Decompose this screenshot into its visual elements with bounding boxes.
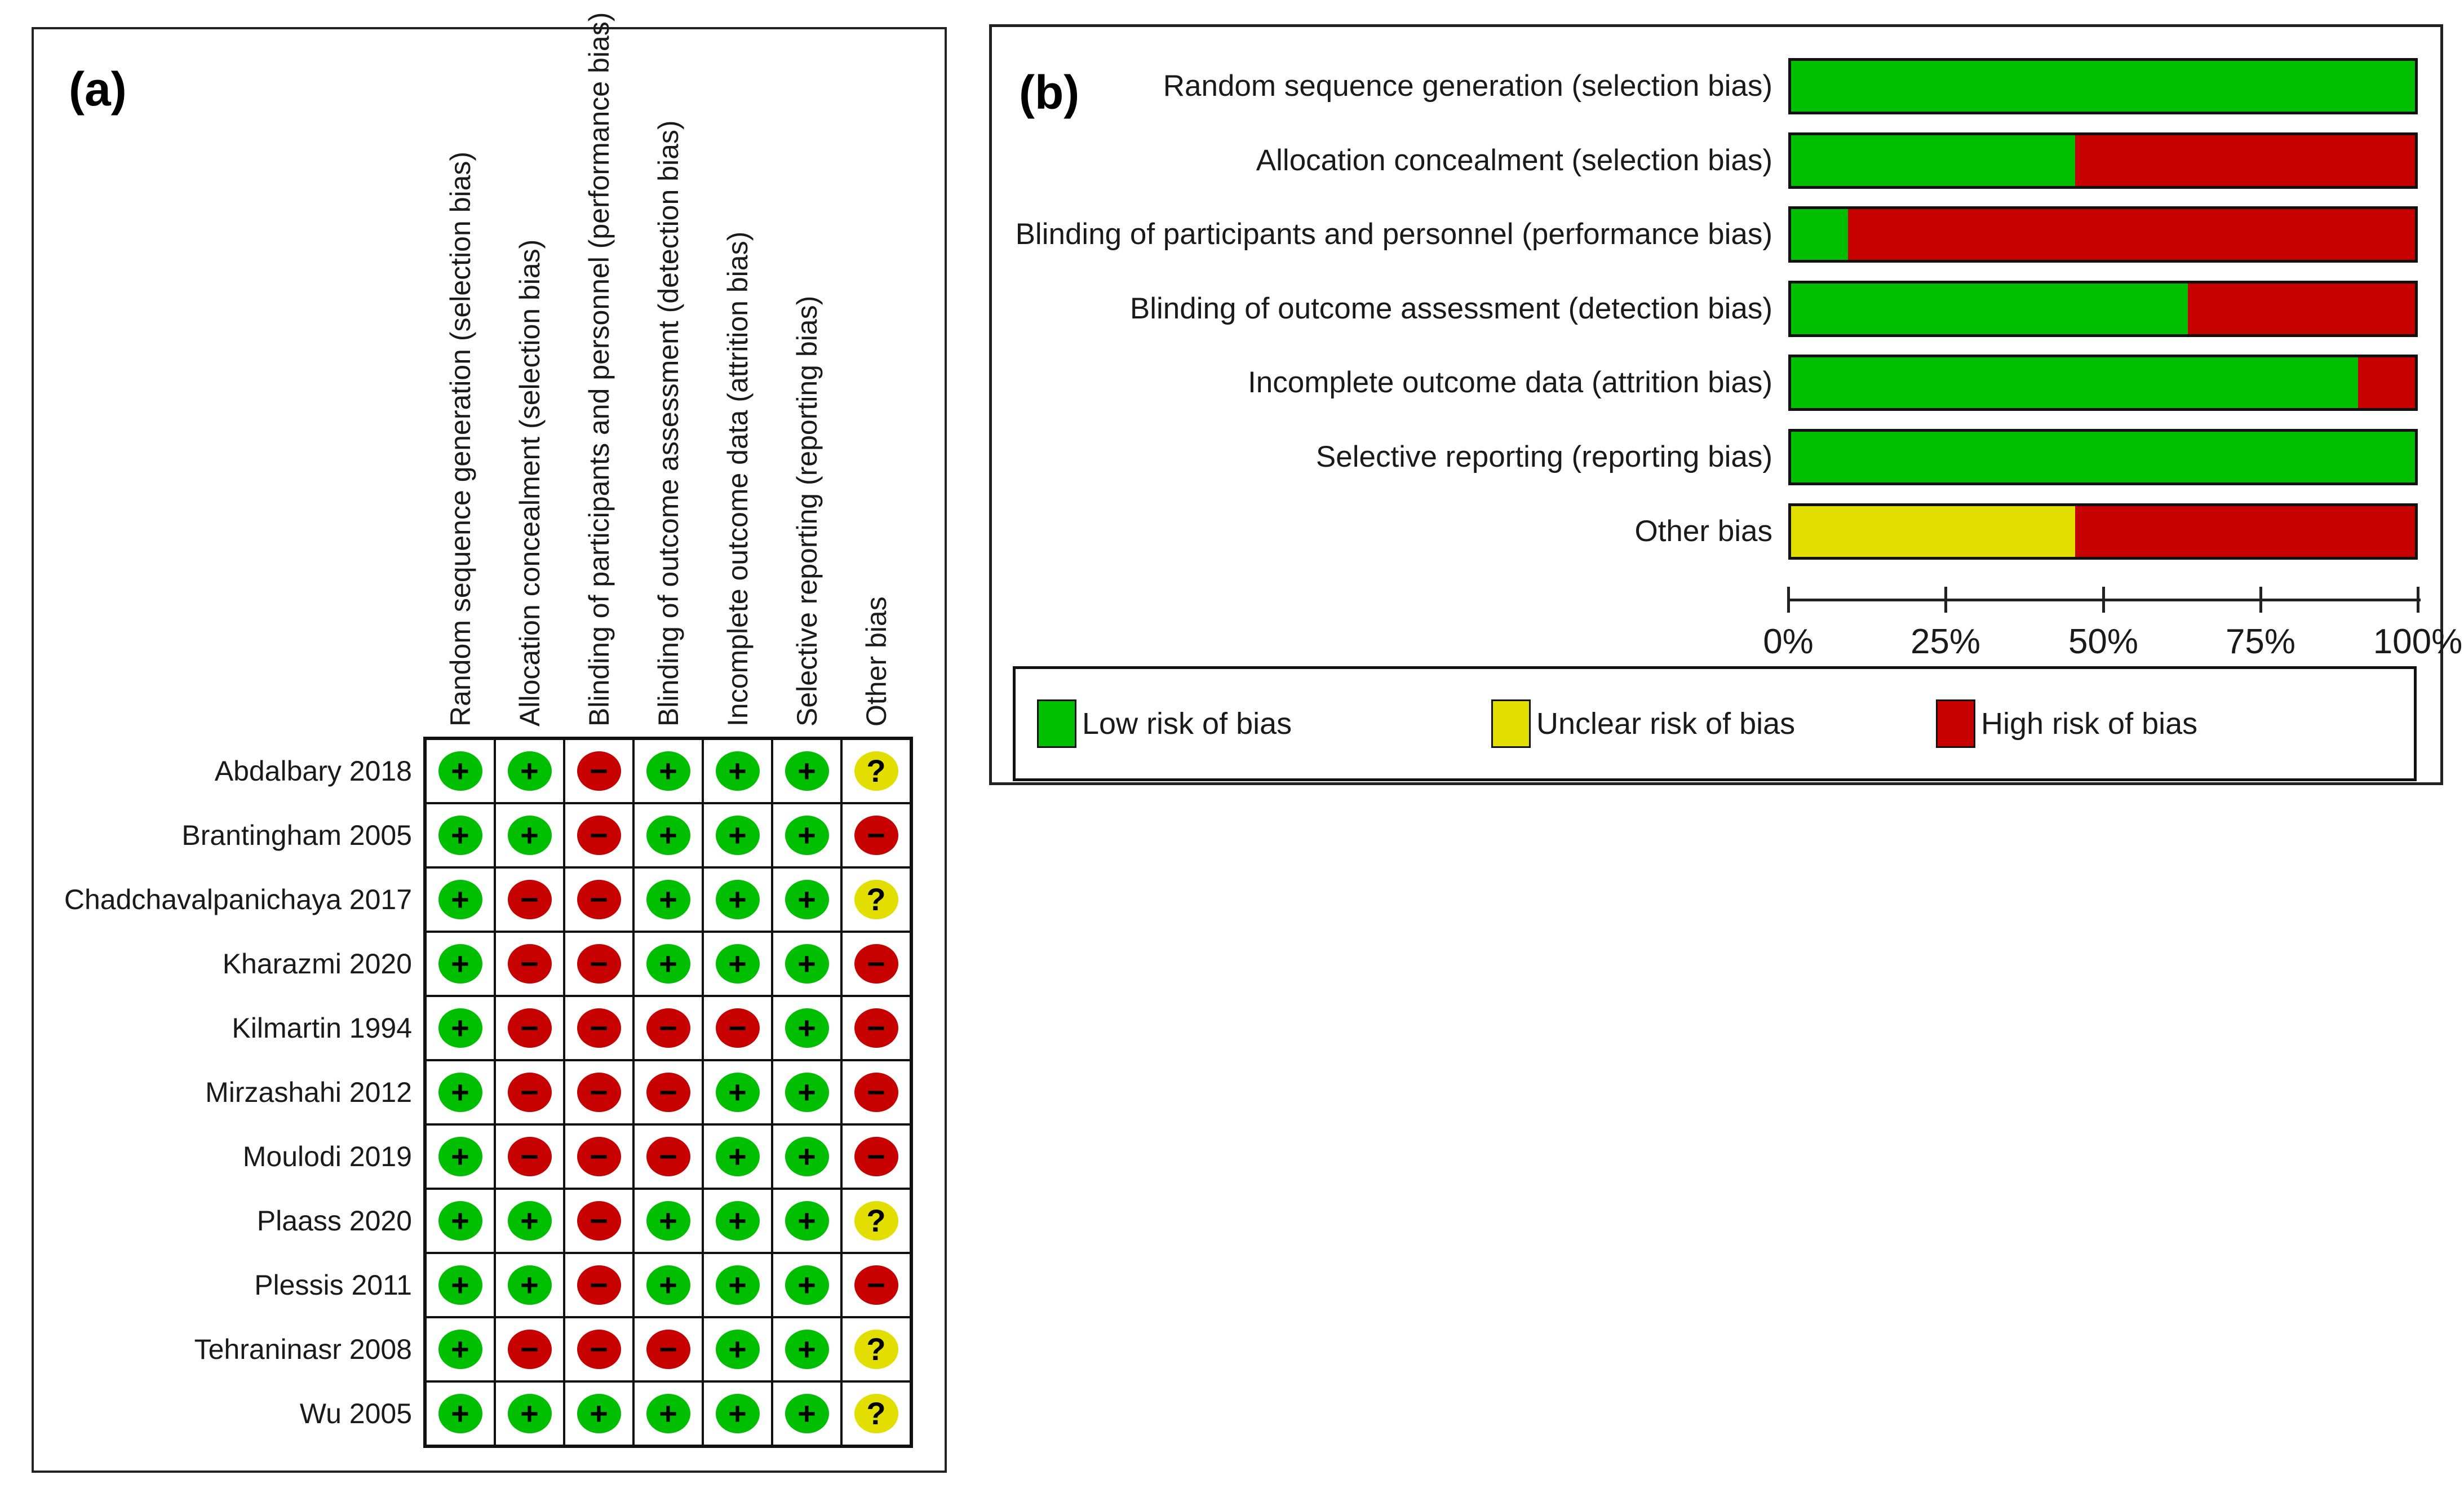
- rating-circle-low: +: [438, 1073, 482, 1112]
- legend-label: High risk of bias: [1981, 707, 2198, 741]
- axis-tick: [1944, 587, 1947, 613]
- bar-category-label: Other bias: [1634, 514, 1772, 548]
- stacked-bar: [1788, 281, 2418, 337]
- bar-segment-low: [1791, 135, 2075, 186]
- study-label: Kharazmi 2020: [222, 948, 412, 980]
- rating-circle-high: −: [577, 1073, 621, 1112]
- rating-cell: [495, 996, 564, 1060]
- rating-cell: [772, 803, 841, 867]
- domain-header: Incomplete outcome data (attrition bias): [721, 231, 754, 727]
- rating-cell: [772, 867, 841, 932]
- rating-cell: [564, 932, 633, 996]
- rating-circle-low: +: [785, 1201, 829, 1241]
- axis-tick-label: 25%: [1910, 622, 1981, 661]
- rating-circle-low: +: [716, 1394, 760, 1433]
- rating-circle-high: −: [854, 1008, 898, 1048]
- stacked-bar: [1788, 429, 2418, 485]
- rating-cell: [495, 1124, 564, 1189]
- bar-segment-high: [2188, 284, 2415, 334]
- domain-header: Allocation concealment (selection bias): [513, 239, 546, 727]
- rating-circle-low: +: [785, 1008, 829, 1048]
- rating-cell: [495, 1253, 564, 1317]
- rating-cell: [495, 739, 564, 803]
- rating-circle-high: −: [577, 1201, 621, 1241]
- rating-cell: [633, 1317, 703, 1381]
- study-label: Kilmartin 1994: [232, 1012, 412, 1044]
- rating-cell: [841, 932, 911, 996]
- rating-circle-low: +: [508, 1394, 552, 1433]
- axis-tick-label: 100%: [2373, 622, 2463, 661]
- rating-circle-high: −: [577, 751, 621, 791]
- rating-cell: [841, 1317, 911, 1381]
- legend-swatch-low: [1037, 699, 1076, 748]
- rating-circle-high: −: [508, 1330, 552, 1369]
- rating-cell: [772, 1189, 841, 1253]
- bar-category-label: Incomplete outcome data (attrition bias): [1248, 366, 1772, 400]
- rating-circle-high: −: [854, 1137, 898, 1176]
- rating-circle-low: +: [646, 751, 690, 791]
- rating-cell: [772, 1381, 841, 1446]
- rating-circle-high: −: [854, 944, 898, 984]
- rating-circle-low: +: [785, 1137, 829, 1176]
- rating-cell: [841, 867, 911, 932]
- domain-header: Selective reporting (reporting bias): [791, 295, 823, 727]
- rating-cell: [564, 1189, 633, 1253]
- axis-tick: [1787, 587, 1790, 613]
- rating-circle-low: +: [508, 1201, 552, 1241]
- rating-cell: [633, 803, 703, 867]
- rating-circle-low: +: [785, 751, 829, 791]
- rating-cell: [841, 1253, 911, 1317]
- risk-of-bias-grid: [423, 737, 913, 1448]
- rating-circle-unclear: ?: [854, 1330, 898, 1369]
- rating-cell: [841, 1060, 911, 1124]
- rating-circle-high: −: [646, 1008, 690, 1048]
- bar-segment-high: [2358, 357, 2415, 408]
- bar-segment-high: [1848, 209, 2415, 260]
- rating-cell: [426, 1253, 495, 1317]
- rating-circle-low: +: [438, 1330, 482, 1369]
- legend-label: Unclear risk of bias: [1536, 707, 1796, 741]
- legend-item: [1037, 669, 1292, 778]
- rating-cell: [772, 1124, 841, 1189]
- rating-cell: [426, 932, 495, 996]
- rating-circle-low: +: [438, 1394, 482, 1433]
- study-label: Wu 2005: [299, 1398, 412, 1429]
- axis-tick: [2102, 587, 2105, 613]
- rating-cell: [495, 1060, 564, 1124]
- rating-cell: [426, 1189, 495, 1253]
- panel-b: [989, 24, 2463, 785]
- study-label: Plaass 2020: [256, 1205, 412, 1237]
- rating-circle-high: −: [508, 880, 552, 919]
- rating-cell: [841, 1124, 911, 1189]
- rating-cell: [564, 1253, 633, 1317]
- rating-cell: [426, 996, 495, 1060]
- rating-cell: [703, 803, 772, 867]
- legend-label: Low risk of bias: [1082, 707, 1292, 741]
- rating-cell: [703, 1060, 772, 1124]
- rating-circle-low: +: [438, 1265, 482, 1305]
- rating-circle-low: +: [716, 1330, 760, 1369]
- rating-cell: [564, 1060, 633, 1124]
- rating-cell: [564, 1381, 633, 1446]
- stacked-bar: [1788, 503, 2418, 560]
- rating-cell: [564, 803, 633, 867]
- rating-cell: [564, 739, 633, 803]
- bar-segment-low: [1791, 209, 1848, 260]
- rating-circle-low: +: [438, 1201, 482, 1241]
- rating-circle-high: −: [508, 1008, 552, 1048]
- rating-circle-low: +: [438, 944, 482, 984]
- rating-cell: [841, 1381, 911, 1446]
- bar-segment-high: [2075, 135, 2415, 186]
- rating-circle-unclear: ?: [854, 1201, 898, 1241]
- axis-tick-label: 0%: [1763, 622, 1814, 661]
- rating-cell: [772, 1317, 841, 1381]
- rating-cell: [841, 803, 911, 867]
- rating-cell: [703, 739, 772, 803]
- rating-circle-high: −: [854, 816, 898, 855]
- rating-cell: [426, 803, 495, 867]
- rating-cell: [633, 867, 703, 932]
- bar-segment-low: [1791, 432, 2415, 482]
- study-label: Tehraninasr 2008: [194, 1334, 412, 1365]
- rating-circle-high: −: [716, 1008, 760, 1048]
- rating-circle-low: +: [646, 880, 690, 919]
- domain-header: Blinding of participants and personnel (performance bias): [583, 12, 615, 727]
- rating-cell: [703, 1381, 772, 1446]
- rating-circle-unclear: ?: [854, 1394, 898, 1433]
- legend: [1013, 666, 2417, 781]
- rating-circle-low: +: [716, 880, 760, 919]
- study-label: Mirzashahi 2012: [205, 1077, 412, 1108]
- study-label: Brantingham 2005: [181, 820, 412, 851]
- rating-circle-low: +: [716, 816, 760, 855]
- rating-circle-low: +: [438, 880, 482, 919]
- stacked-bar: [1788, 355, 2418, 411]
- stacked-bar: [1788, 132, 2418, 189]
- rating-cell: [703, 932, 772, 996]
- bar-category-label: Blinding of participants and personnel (performance bias): [1015, 218, 1772, 251]
- rating-circle-high: −: [646, 1073, 690, 1112]
- rating-circle-unclear: ?: [854, 880, 898, 919]
- rating-circle-low: +: [438, 1137, 482, 1176]
- rating-cell: [426, 1381, 495, 1446]
- rating-cell: [426, 1124, 495, 1189]
- rating-cell: [633, 1060, 703, 1124]
- rating-circle-high: −: [646, 1137, 690, 1176]
- rating-circle-low: +: [785, 1265, 829, 1305]
- stacked-bar: [1788, 206, 2418, 263]
- rating-circle-high: −: [854, 1073, 898, 1112]
- legend-swatch-high: [1936, 699, 1975, 748]
- panel-b-label: (b): [1019, 66, 1080, 119]
- stacked-bar: [1788, 58, 2418, 114]
- rating-cell: [633, 1381, 703, 1446]
- rating-cell: [426, 739, 495, 803]
- bar-segment-high: [2075, 506, 2415, 557]
- rating-cell: [703, 1253, 772, 1317]
- rating-circle-low: +: [716, 1137, 760, 1176]
- rating-cell: [841, 1189, 911, 1253]
- rating-circle-low: +: [646, 1394, 690, 1433]
- rating-circle-high: −: [577, 1330, 621, 1369]
- rating-circle-low: +: [785, 1394, 829, 1433]
- study-label: Moulodi 2019: [242, 1141, 412, 1172]
- rating-circle-low: +: [438, 1008, 482, 1048]
- rating-cell: [564, 1317, 633, 1381]
- rating-cell: [426, 1317, 495, 1381]
- rating-cell: [772, 996, 841, 1060]
- legend-swatch-unclear: [1491, 699, 1531, 748]
- rating-cell: [772, 1060, 841, 1124]
- rating-cell: [633, 1189, 703, 1253]
- rating-circle-low: +: [716, 751, 760, 791]
- rating-cell: [703, 1317, 772, 1381]
- rating-circle-high: −: [577, 880, 621, 919]
- rating-circle-low: +: [508, 816, 552, 855]
- rating-circle-low: +: [785, 1073, 829, 1112]
- domain-header: Random sequence generation (selection bias): [444, 151, 476, 727]
- rating-cell: [426, 1060, 495, 1124]
- rating-circle-low: +: [716, 1201, 760, 1241]
- rating-cell: [772, 1253, 841, 1317]
- rating-cell: [703, 1124, 772, 1189]
- rating-circle-low: +: [785, 816, 829, 855]
- bar-category-label: Allocation concealment (selection bias): [1256, 143, 1772, 177]
- rating-cell: [564, 996, 633, 1060]
- rating-circle-low: +: [438, 751, 482, 791]
- rating-circle-low: +: [646, 1201, 690, 1241]
- rating-cell: [703, 996, 772, 1060]
- axis-tick: [2259, 587, 2262, 613]
- rating-cell: [633, 1253, 703, 1317]
- rating-circle-low: +: [716, 1265, 760, 1305]
- panel-a-label: (a): [69, 63, 127, 116]
- rating-circle-low: +: [508, 751, 552, 791]
- axis-tick-label: 75%: [2225, 622, 2296, 661]
- rating-cell: [841, 739, 911, 803]
- rating-cell: [841, 996, 911, 1060]
- rating-cell: [495, 803, 564, 867]
- rating-circle-unclear: ?: [854, 751, 898, 791]
- rating-circle-high: −: [508, 1073, 552, 1112]
- rating-circle-low: +: [785, 880, 829, 919]
- bar-segment-low: [1791, 284, 2188, 334]
- rating-circle-low: +: [646, 816, 690, 855]
- rating-cell: [633, 1124, 703, 1189]
- rating-cell: [772, 739, 841, 803]
- rating-circle-low: +: [785, 1330, 829, 1369]
- rating-cell: [772, 932, 841, 996]
- panel-a: [32, 12, 947, 1473]
- rating-cell: [564, 867, 633, 932]
- bar-category-label: Selective reporting (reporting bias): [1315, 440, 1772, 473]
- rating-circle-high: −: [646, 1330, 690, 1369]
- bar-category-label: Blinding of outcome assessment (detection bias): [1129, 291, 1772, 325]
- rating-cell: [495, 867, 564, 932]
- rating-cell: [564, 1124, 633, 1189]
- bar-category-label: Random sequence generation (selection bias): [1163, 69, 1772, 103]
- legend-item: [1491, 669, 1795, 778]
- study-label: Chadchavalpanichaya 2017: [64, 884, 412, 915]
- rating-circle-low: +: [577, 1394, 621, 1433]
- rating-circle-low: +: [646, 944, 690, 984]
- rating-circle-low: +: [716, 1073, 760, 1112]
- rating-cell: [633, 996, 703, 1060]
- rating-cell: [633, 932, 703, 996]
- bar-segment-low: [1791, 357, 2358, 408]
- study-label: Plessis 2011: [254, 1269, 412, 1301]
- bar-segment-low: [1791, 61, 2415, 112]
- rating-circle-high: −: [577, 944, 621, 984]
- rating-circle-low: +: [716, 944, 760, 984]
- domain-header: Other bias: [860, 596, 892, 727]
- axis-tick-label: 50%: [2068, 622, 2139, 661]
- rating-circle-high: −: [577, 1137, 621, 1176]
- rating-circle-high: −: [577, 816, 621, 855]
- rating-circle-high: −: [577, 1265, 621, 1305]
- rating-cell: [633, 739, 703, 803]
- study-label: Abdalbary 2018: [214, 755, 412, 787]
- legend-item: [1936, 669, 2197, 778]
- rating-cell: [495, 1189, 564, 1253]
- rating-cell: [495, 1317, 564, 1381]
- rating-circle-low: +: [438, 816, 482, 855]
- rating-circle-low: +: [508, 1265, 552, 1305]
- axis-tick: [2417, 587, 2419, 613]
- rating-circle-high: −: [508, 1137, 552, 1176]
- domain-header: Blinding of outcome assessment (detection bias): [652, 120, 684, 727]
- rating-cell: [703, 1189, 772, 1253]
- rating-circle-high: −: [508, 944, 552, 984]
- rating-cell: [426, 867, 495, 932]
- rating-cell: [495, 1381, 564, 1446]
- rating-circle-low: +: [785, 944, 829, 984]
- bar-segment-unclear: [1791, 506, 2075, 557]
- rating-cell: [495, 932, 564, 996]
- rating-cell: [703, 867, 772, 932]
- rating-circle-low: +: [646, 1265, 690, 1305]
- rating-circle-high: −: [854, 1265, 898, 1305]
- rating-circle-high: −: [577, 1008, 621, 1048]
